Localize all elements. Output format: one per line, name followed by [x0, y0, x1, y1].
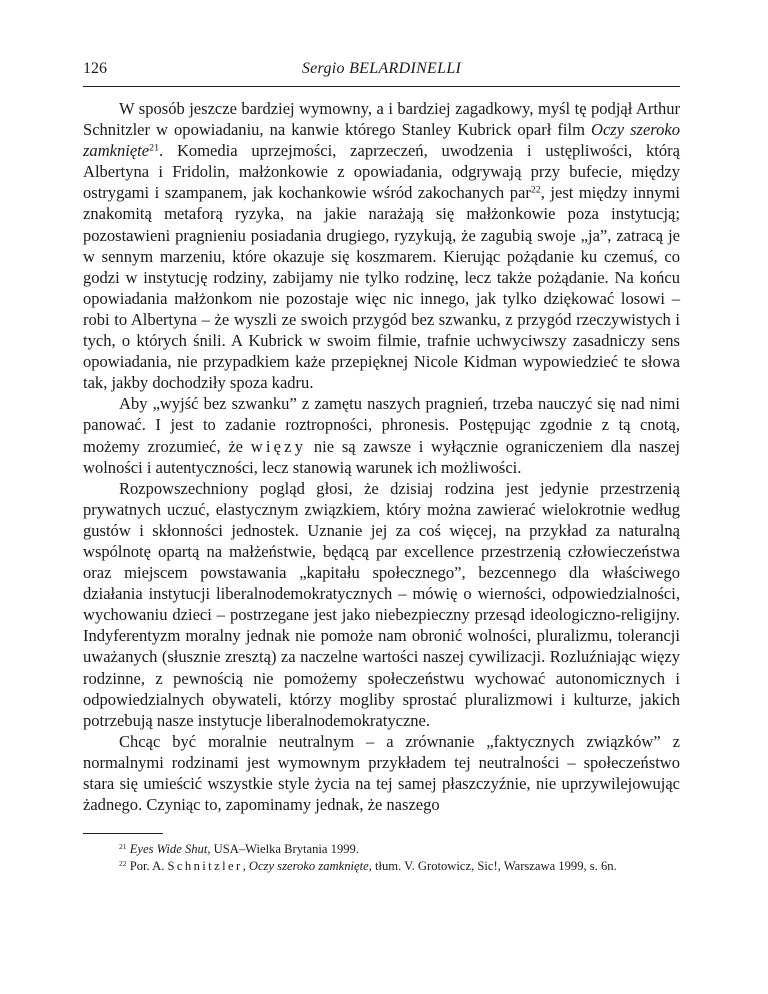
text-run: . Komedia uprzejmości, zaprzeczeń, uwodzenia i ustępliwości, którą Albertyna i Fridolin, małżonkowie z opowiadania, odgrywają przy bufecie, między ostrygami i szampanem, jak kochankowie wśród zakochanych par: [83, 141, 680, 203]
footnotes: [83, 841, 680, 874]
film-title: Oczy szeroko zamknięte: [83, 120, 680, 161]
body-text: [83, 98, 680, 815]
footnote-22: [83, 858, 680, 875]
paragraph: [83, 98, 680, 393]
footnote-text: , USA–Wielka Brytania 1999.: [207, 842, 359, 856]
footnote-text: Por. A.: [129, 858, 168, 873]
text-run: nie są zawsze i wyłącznie ograniczeniem dla naszej wolności i autentyczności, lecz stanowią warunek ich możliwości.: [83, 436, 680, 477]
text-run: W sposób jeszcze bardziej wymowny, a i bardziej zagadkowy, myśl tę podjął Arthur Schnitzler w opowiadaniu, na kanwie którego Stanley Kubrick oparł film: [83, 99, 680, 140]
page-header: [83, 60, 680, 84]
footnote-ref-21: 21: [149, 142, 160, 154]
text-run: , jest między innymi znakomitą metaforą ryzyka, na jakie narażają się małżonkowie poza instytucją; pozostawieni pragnieniu posiadania drugiego, ryzykują, że zagubią swoje „ja”, zatracą je w sennym marzeniu, które okazuje się koszmarem. Kierując pożądanie ku czemuś, co godzi w instytucję rodziny, zabijamy nie tylko rodzinę, lecz także pożądanie. Na końcu opowiadania małżonkom nie pozostaje więc nic innego, jak tylko dziękować losowi – robi to Albertyna – że wyszli ze swoich przygód bez szwanku, z przygód rzeczywistych i tych, o których śnili. A Kubrick w swoim filmie, trafnie uchwyciwszy zasadniczy sens opowiadania, nie przypadkiem każe przepięknej Nicole Kidman wypowiedzieć te słowa tak, jakby dochodziły spoza kadru.: [83, 183, 680, 393]
paragraph: Chcąc być moralnie neutralnym – a zrównanie „faktycznych związków” z normalnymi rodzinami jest wymownym przykładem tej neutralności – społeczeństwo stara się umieścić wszystkie style życia na tej samej płaszczyźnie, nie uprzywilejowując żadnego. Czyniąc to, zapominamy jednak, że naszego: [83, 731, 680, 815]
footnote-21: [83, 841, 680, 858]
page-number: 126: [83, 60, 107, 77]
footnote-rule: [83, 833, 163, 834]
footnote-title: Oczy szeroko zamknięte: [248, 858, 369, 873]
footnote-ref-22: 22: [530, 184, 541, 196]
footnote-text: ,: [242, 858, 249, 873]
paragraph: [83, 393, 680, 477]
footnote-title: Eyes Wide Shut: [129, 842, 208, 856]
footnote-number: 22: [119, 858, 127, 868]
paragraph: Rozpowszechniony pogląd głosi, że dzisiaj rodzina jest jedynie przestrzenią prywatnych uczuć, elastycznym związkiem, który można zawierać wielokrotnie według gustów i skłonności jednostek. Uznanie jej za coś więcej, na przykład za naturalną wspólnotę opartą na małżeństwie, będącą par excellence przestrzenią człowieczeństwa oraz miejscem powstawania „kapitału społecznego”, bezcennego dla właściwego działania instytucji liberalnodemokratycznych – mówię o wierności, odpowiedzialności, wychowaniu dzieci – postrzegane jest jako niebezpieczny przesąd ideologiczno-religijny. Indyferentyzm moralny jednak nie pomoże nam obronić wolności, pluralizmu, tolerancji uważanych (słusznie zresztą) za naczelne wartości naszej cywilizacji. Rozluźniając więzy rodzinne, z pewnością nie pomożemy społeczeństwu wychować autonomicznych i odpowiedzialnych obywateli, którzy mogliby sprostać pluralizmowi i kulturze, jakich potrzebują nasze instytucje liberalnodemokratyczne.: [83, 478, 680, 730]
running-head: Sergio BELARDINELLI: [301, 60, 462, 77]
text-run: Aby „wyjść bez szwanku” z zamętu naszych pragnień, trzeba nauczyć się nad nimi panować. I jest to zadanie roztropności, phronesis. Postępując zgodnie z tą cnotą, możemy zrozumieć, że: [83, 394, 680, 456]
footnote-author: Schnitzler: [167, 858, 243, 873]
header-rule: [83, 86, 680, 87]
footnote-number: 21: [119, 841, 127, 851]
footnote-text: , tłum. V. Grotowicz, Sic!, Warszawa 1999, s. 6n.: [368, 858, 617, 873]
emphasized-word: więzy: [250, 436, 307, 456]
